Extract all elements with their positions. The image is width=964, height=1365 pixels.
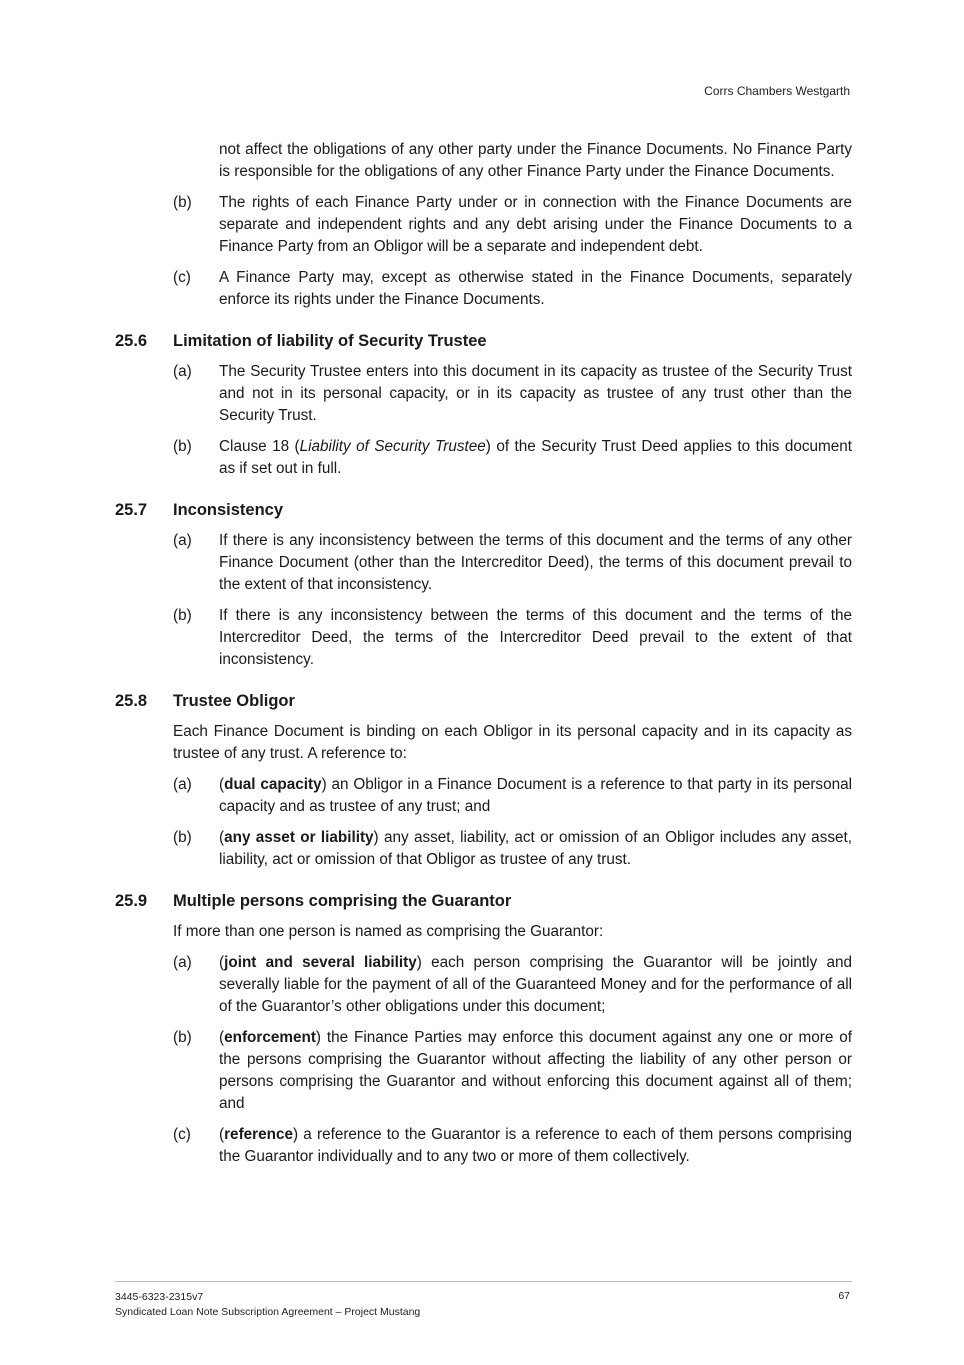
item-text [219,952,852,1018]
item-label: (b) [173,1029,192,1046]
item-label: (b) [173,438,192,455]
text-run: ) any asset, liability, act or omission of an Obligor includes any asset, liability, act or omission of that Obligor as trustee of any trust. [219,829,852,868]
section-heading-25-6 [115,330,852,352]
item-text [219,436,852,480]
running-header: Corrs Chambers Westgarth [704,84,850,98]
text-run: ) an Obligor in a Finance Document is a reference to that party in its personal capacity and as trustee of any trust; and [219,776,853,815]
item-label: (a) [173,954,192,971]
section-title: Trustee Obligor [173,692,295,710]
item-label: (c) [173,1126,191,1143]
section-heading-25-7 [115,499,852,521]
list-item [115,605,852,671]
item-text: A Finance Party may, except as otherwise stated in the Finance Documents, separately enforce its rights under the Finance Documents. [219,269,852,308]
defined-term: reference [224,1126,293,1143]
list-item [115,952,852,1018]
document-id: 3445-6323-2315v7 [115,1291,204,1303]
text-run: ) the Finance Parties may enforce this document against any one or more of the persons comprising the Guarantor without affecting the liability of any other person or persons comprising the Guarantor and without enforcing this document against all of them; and [219,1029,852,1112]
list-item [115,1027,852,1115]
defined-term: dual capacity [224,776,322,793]
item-label: (b) [173,607,192,624]
list-item [115,774,852,818]
item-label: (a) [173,776,192,793]
document-body [115,139,852,1177]
item-text [219,1027,852,1115]
text-run: ( [219,829,225,846]
text-run: ) of the Security Trust Deed applies to this document as if set out in full. [219,438,852,477]
list-item [115,267,852,311]
item-text: If there is any inconsistency between the terms of this document and the terms of any other Finance Document (other than the Intercreditor Deed), the terms of this document prevail to the extent of that inconsistency. [219,532,852,593]
text-run: ( [219,1029,225,1046]
section-heading-25-9 [115,890,852,912]
item-label: (a) [173,532,192,549]
section-number: 25.9 [115,892,148,910]
section-number: 25.7 [115,501,148,519]
text-run: ) a reference to the Guarantor is a reference to each of them persons comprising the Guarantor individually and to any two or more of them collectively. [219,1126,852,1165]
item-text: The rights of each Finance Party under or in connection with the Finance Documents are separate and independent rights and any debt arising under the Finance Documents to a Finance Party from an Obligor will be a separate and independent debt. [219,194,852,255]
clause-reference: Liability of Security Trustee [299,438,486,455]
list-item [115,192,852,258]
section-title: Multiple persons comprising the Guarantor [173,892,512,910]
item-text [219,774,852,818]
continuation-paragraph: not affect the obligations of any other party under the Finance Documents. No Finance Party is responsible for the obligations of any other Finance Party under the Finance Documents. [219,141,852,180]
item-text: The Security Trustee enters into this document in its capacity as trustee of the Security Trust and not in its personal capacity, or in its capacity as trustee of any trust other than the Security Trust. [219,363,852,424]
text-run: Clause 18 ( [219,438,300,455]
document-title: Syndicated Loan Note Subscription Agreement – Project Mustang [115,1306,421,1318]
section-title: Limitation of liability of Security Trustee [173,332,487,350]
defined-term: joint and several liability [224,954,417,971]
item-label: (b) [173,829,192,846]
item-text [219,1124,852,1168]
item-text [219,827,852,871]
list-item [115,1124,852,1168]
section-number: 25.8 [115,692,148,710]
footer-left [115,1290,420,1320]
section-number: 25.6 [115,332,148,350]
footer-divider [115,1281,852,1282]
text-run: ( [219,954,225,971]
list-item [115,436,852,480]
item-label: (b) [173,194,192,211]
text-run: ( [219,776,225,793]
text-run: ) each person comprising the Guarantor will be jointly and severally liable for the payment of all of the Guaranteed Money and for the performance of all of the Guarantor’s other obligations under this document; [219,954,852,1015]
section-heading-25-8 [115,690,852,712]
list-item [115,361,852,427]
item-text: If there is any inconsistency between the terms of this document and the terms of the Intercreditor Deed, the terms of the Intercreditor Deed prevail to the extent of that inconsistency. [219,607,852,668]
section-title: Inconsistency [173,501,284,519]
section-intro: Each Finance Document is binding on each Obligor in its personal capacity and in its capacity as trustee of any trust. A reference to: [173,723,852,762]
list-item [115,530,852,596]
item-label: (a) [173,363,192,380]
list-item [115,827,852,871]
item-label: (c) [173,269,191,286]
defined-term: enforcement [224,1029,316,1046]
section-intro: If more than one person is named as comprising the Guarantor: [173,923,604,940]
text-run: ( [219,1126,225,1143]
defined-term: any asset or liability [224,829,374,846]
page-number: 67 [838,1290,850,1302]
